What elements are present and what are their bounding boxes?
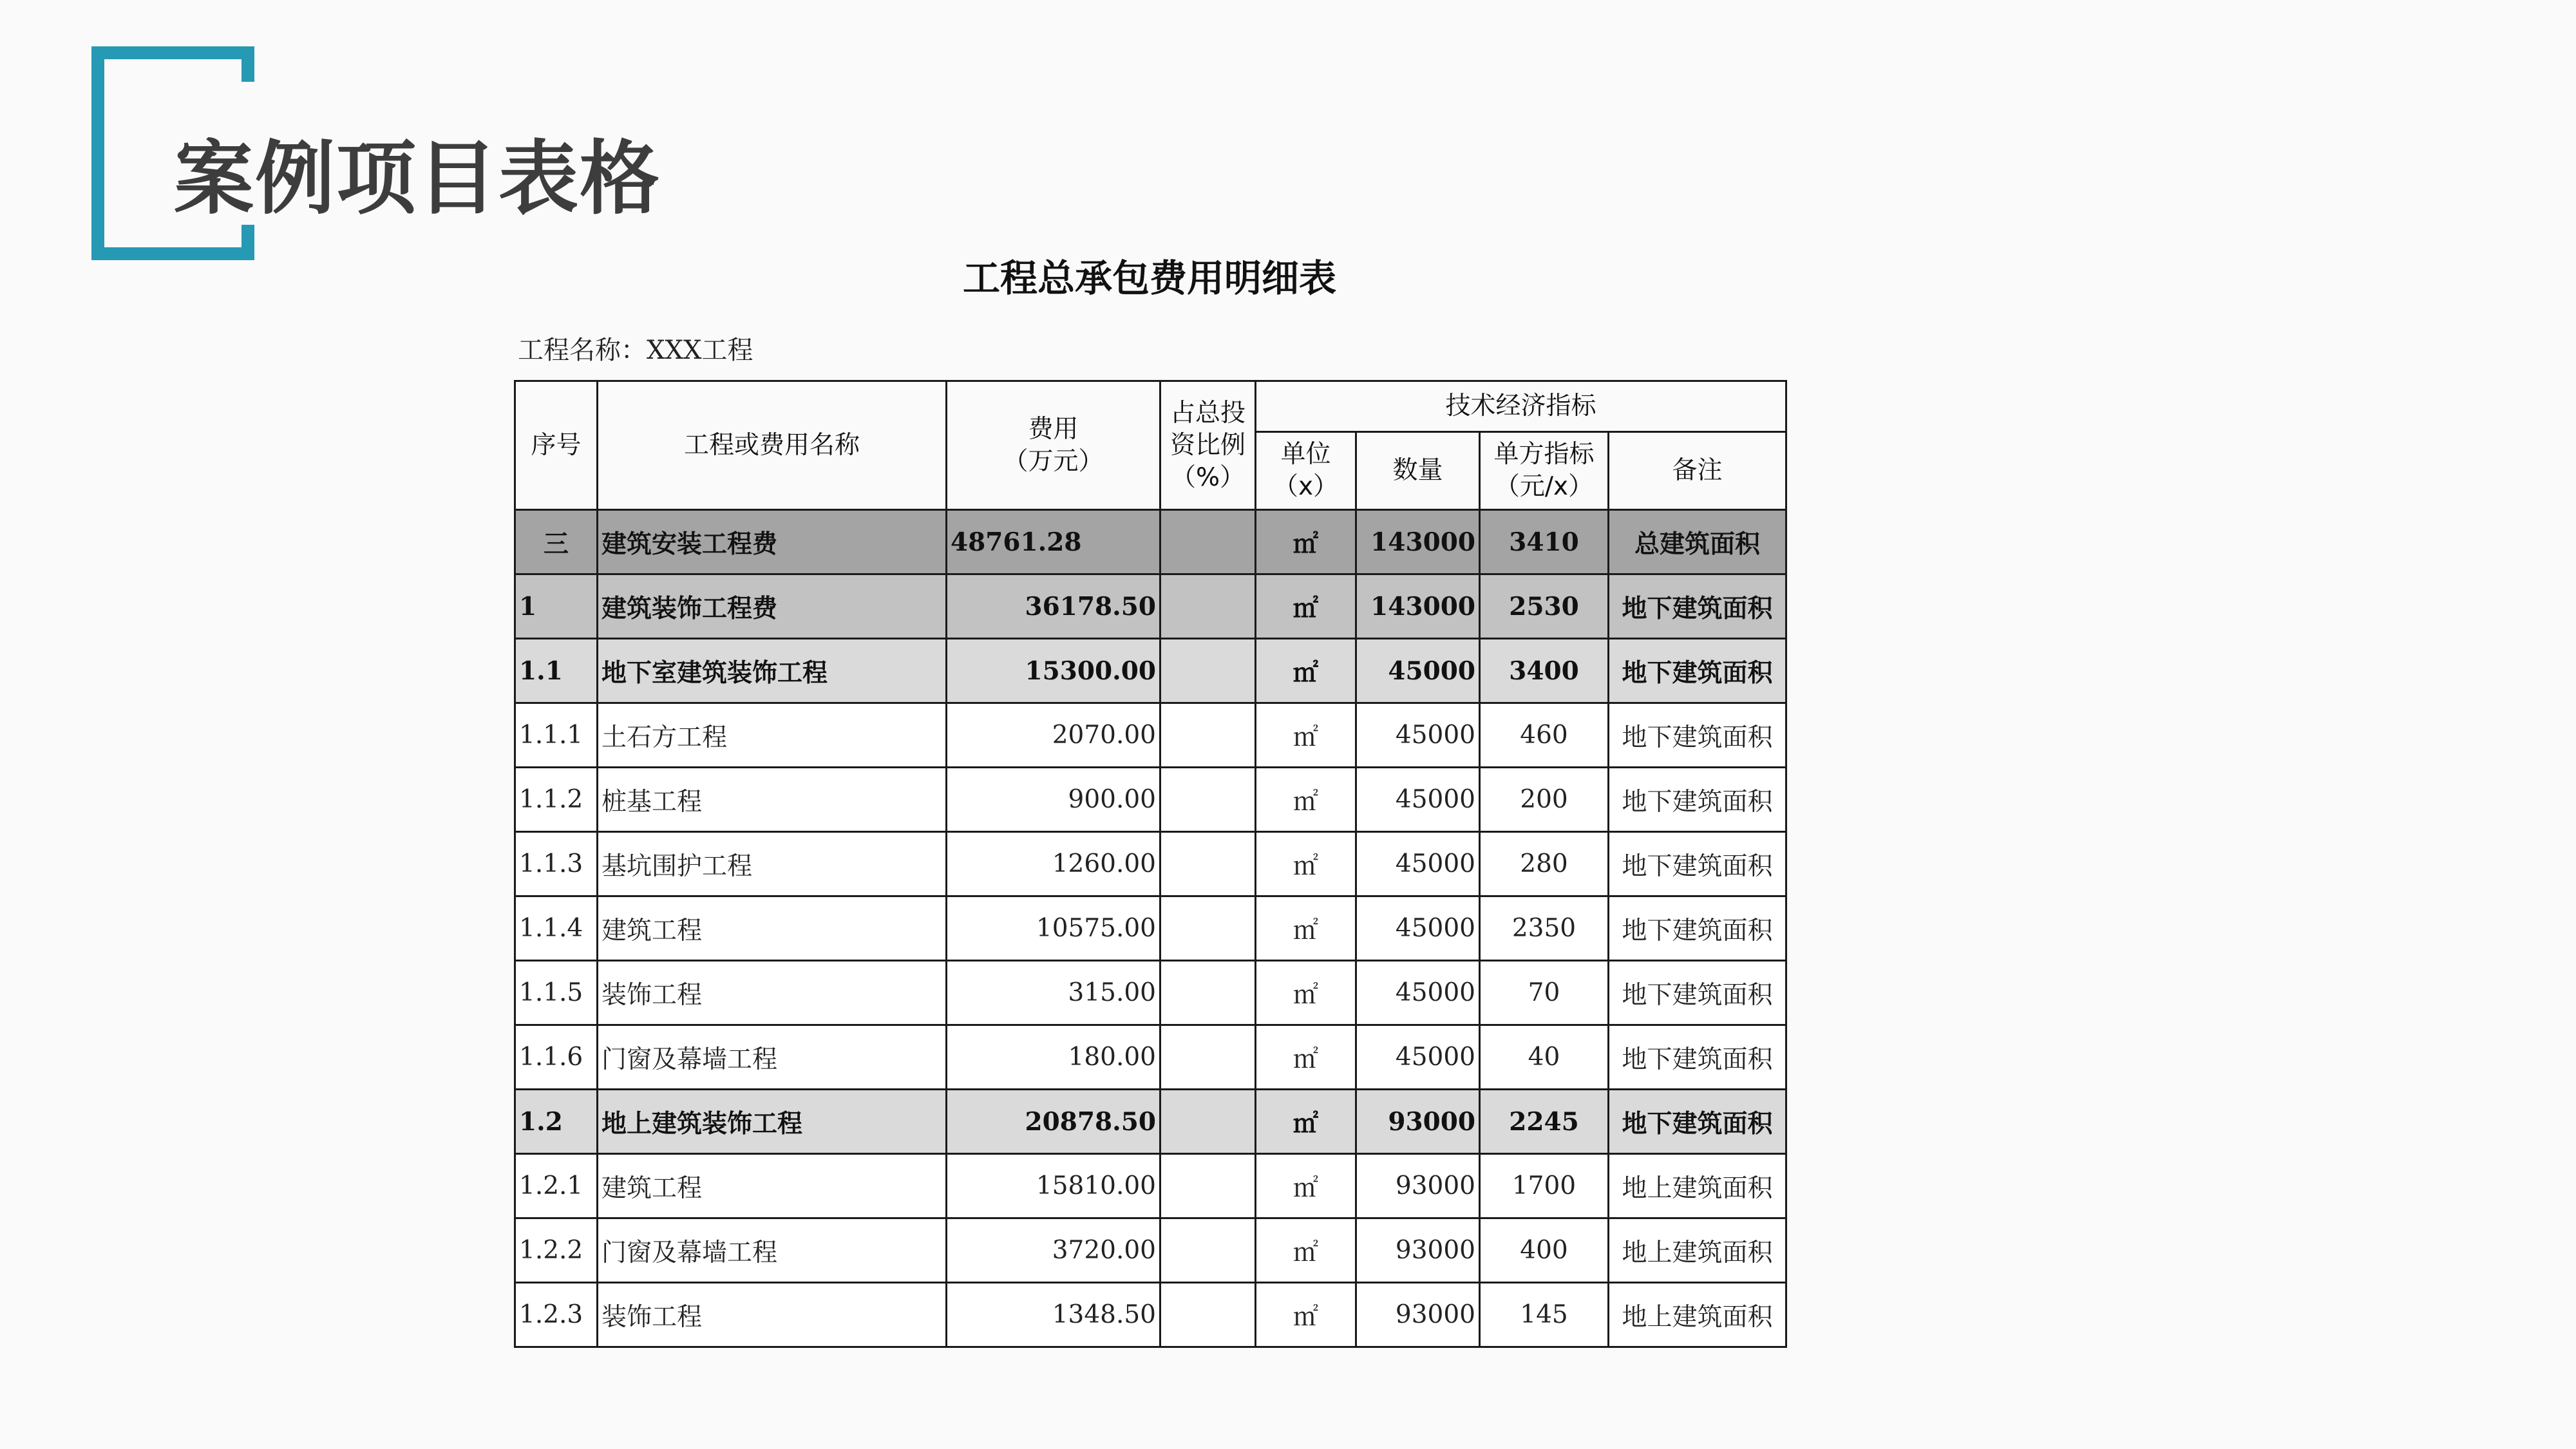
cell-unit-index: 70	[1480, 961, 1609, 1025]
header-unit-index-line1: 单方指标	[1493, 440, 1595, 469]
cell-unit: ㎡	[1256, 510, 1356, 574]
header-seq: 序号	[515, 381, 598, 510]
slide-title: 案例项目表格	[174, 133, 661, 225]
table-row	[515, 768, 1786, 832]
cell-seq: 1	[515, 574, 598, 639]
cell-seq: 1.1.6	[515, 1025, 598, 1090]
cell-ratio	[1160, 768, 1256, 832]
table-row	[515, 832, 1786, 896]
cell-ratio	[1160, 1090, 1256, 1154]
cell-cost: 180.00	[947, 1025, 1160, 1090]
project-name: 工程名称：XXX工程	[518, 336, 753, 365]
cell-ratio	[1160, 832, 1256, 896]
cell-ratio	[1160, 510, 1256, 574]
cell-remark: 地上建筑面积	[1609, 1154, 1786, 1218]
cell-unit-index: 2245	[1480, 1090, 1609, 1154]
header-ratio-line3: （%）	[1170, 462, 1245, 492]
cell-cost: 20878.50	[947, 1090, 1160, 1154]
cell-remark: 地上建筑面积	[1609, 1218, 1786, 1283]
header-qty: 数量	[1356, 432, 1480, 510]
header-cost	[947, 381, 1160, 510]
cell-unit: ㎡	[1256, 1283, 1356, 1347]
cell-cost: 48761.28	[947, 510, 1160, 574]
document-title: 工程总承包费用明细表	[962, 256, 1336, 300]
cell-unit: ㎡	[1256, 639, 1356, 703]
cell-cost: 2070.00	[947, 703, 1160, 768]
cell-seq: 1.2.2	[515, 1218, 598, 1283]
header-name: 工程或费用名称	[598, 381, 947, 510]
header-unit-line2: （x）	[1273, 472, 1339, 501]
cell-unit: ㎡	[1256, 703, 1356, 768]
header-ratio-line2: 资比例	[1170, 430, 1245, 460]
table-row	[515, 510, 1786, 574]
header-ratio	[1160, 381, 1256, 510]
cell-cost: 3720.00	[947, 1218, 1160, 1283]
header-cost-line2: （万元）	[1003, 446, 1104, 476]
cell-seq: 1.2.3	[515, 1283, 598, 1347]
cell-qty: 45000	[1356, 639, 1480, 703]
cell-seq: 1.1.2	[515, 768, 598, 832]
cell-unit: ㎡	[1256, 1090, 1356, 1154]
cell-name: 建筑安装工程费	[598, 510, 947, 574]
header-unit-index	[1480, 432, 1609, 510]
cell-unit: ㎡	[1256, 961, 1356, 1025]
cell-qty: 143000	[1356, 510, 1480, 574]
cell-ratio	[1160, 574, 1256, 639]
cell-remark: 地下建筑面积	[1609, 961, 1786, 1025]
cell-unit-index: 145	[1480, 1283, 1609, 1347]
cell-ratio	[1160, 703, 1256, 768]
cell-remark: 地下建筑面积	[1609, 574, 1786, 639]
cell-ratio	[1160, 1025, 1256, 1090]
cell-unit-index: 200	[1480, 768, 1609, 832]
cell-unit: ㎡	[1256, 574, 1356, 639]
cell-cost: 36178.50	[947, 574, 1160, 639]
cell-name: 基坑围护工程	[598, 832, 947, 896]
table-row	[515, 1283, 1786, 1347]
cell-unit-index: 400	[1480, 1218, 1609, 1283]
header-unit	[1256, 432, 1356, 510]
cell-remark: 总建筑面积	[1609, 510, 1786, 574]
cell-name: 建筑工程	[598, 1154, 947, 1218]
cell-remark: 地下建筑面积	[1609, 896, 1786, 961]
cell-ratio	[1160, 896, 1256, 961]
cell-seq: 三	[515, 510, 598, 574]
cell-remark: 地下建筑面积	[1609, 1025, 1786, 1090]
table-row	[515, 703, 1786, 768]
cell-cost: 900.00	[947, 768, 1160, 832]
cell-seq: 1.1.1	[515, 703, 598, 768]
cell-unit: ㎡	[1256, 1025, 1356, 1090]
cell-cost: 10575.00	[947, 896, 1160, 961]
cell-seq: 1.1.5	[515, 961, 598, 1025]
header-unit-index-line2: （元/x）	[1494, 472, 1594, 501]
cell-name: 建筑装饰工程费	[598, 574, 947, 639]
cell-qty: 45000	[1356, 832, 1480, 896]
cell-unit: ㎡	[1256, 1154, 1356, 1218]
cell-unit-index: 3400	[1480, 639, 1609, 703]
cell-name: 地上建筑装饰工程	[598, 1090, 947, 1154]
cell-name: 门窗及幕墙工程	[598, 1218, 947, 1283]
cell-qty: 93000	[1356, 1154, 1480, 1218]
cell-name: 土石方工程	[598, 703, 947, 768]
cell-qty: 45000	[1356, 896, 1480, 961]
table-row	[515, 1090, 1786, 1154]
table-row	[515, 961, 1786, 1025]
header-tech-group: 技术经济指标	[1256, 381, 1786, 432]
table-row	[515, 639, 1786, 703]
cell-unit-index: 2530	[1480, 574, 1609, 639]
cell-remark: 地下建筑面积	[1609, 639, 1786, 703]
cell-remark: 地上建筑面积	[1609, 1283, 1786, 1347]
header-cost-line1: 费用	[1028, 414, 1079, 444]
cell-cost: 15810.00	[947, 1154, 1160, 1218]
cell-remark: 地下建筑面积	[1609, 768, 1786, 832]
cell-name: 桩基工程	[598, 768, 947, 832]
cell-seq: 1.1.3	[515, 832, 598, 896]
cell-seq: 1.2.1	[515, 1154, 598, 1218]
cell-qty: 45000	[1356, 703, 1480, 768]
cell-ratio	[1160, 1154, 1256, 1218]
cell-seq: 1.1	[515, 639, 598, 703]
cell-unit-index: 3410	[1480, 510, 1609, 574]
cell-remark: 地下建筑面积	[1609, 1090, 1786, 1154]
cell-seq: 1.2	[515, 1090, 598, 1154]
cell-unit-index: 1700	[1480, 1154, 1609, 1218]
cell-cost: 1260.00	[947, 832, 1160, 896]
cell-qty: 143000	[1356, 574, 1480, 639]
cell-cost: 315.00	[947, 961, 1160, 1025]
cell-ratio	[1160, 639, 1256, 703]
cell-unit: ㎡	[1256, 896, 1356, 961]
cell-cost: 15300.00	[947, 639, 1160, 703]
cell-ratio	[1160, 1218, 1256, 1283]
table-row	[515, 1025, 1786, 1090]
cell-unit-index: 40	[1480, 1025, 1609, 1090]
cell-unit-index: 280	[1480, 832, 1609, 896]
cell-name: 装饰工程	[598, 961, 947, 1025]
header-unit-line1: 单位	[1280, 440, 1331, 469]
cell-qty: 45000	[1356, 1025, 1480, 1090]
table-row	[515, 1218, 1786, 1283]
cell-seq: 1.1.4	[515, 896, 598, 961]
header-ratio-line1: 占总投	[1170, 398, 1245, 428]
cell-qty: 45000	[1356, 961, 1480, 1025]
cell-unit: ㎡	[1256, 1218, 1356, 1283]
cell-unit: ㎡	[1256, 832, 1356, 896]
cell-unit-index: 2350	[1480, 896, 1609, 961]
cell-remark: 地下建筑面积	[1609, 703, 1786, 768]
cell-name: 门窗及幕墙工程	[598, 1025, 947, 1090]
cell-ratio	[1160, 961, 1256, 1025]
cell-qty: 93000	[1356, 1283, 1480, 1347]
cell-name: 建筑工程	[598, 896, 947, 961]
cell-qty: 93000	[1356, 1218, 1480, 1283]
cell-qty: 45000	[1356, 768, 1480, 832]
cell-name: 装饰工程	[598, 1283, 947, 1347]
cell-unit: ㎡	[1256, 768, 1356, 832]
table-row	[515, 1154, 1786, 1218]
cell-remark: 地下建筑面积	[1609, 832, 1786, 896]
header-remark: 备注	[1609, 432, 1786, 510]
cell-cost: 1348.50	[947, 1283, 1160, 1347]
table-row	[515, 574, 1786, 639]
cell-unit-index: 460	[1480, 703, 1609, 768]
cell-name: 地下室建筑装饰工程	[598, 639, 947, 703]
table-row	[515, 896, 1786, 961]
cell-qty: 93000	[1356, 1090, 1480, 1154]
cell-ratio	[1160, 1283, 1256, 1347]
cost-detail-table	[514, 380, 1787, 1348]
